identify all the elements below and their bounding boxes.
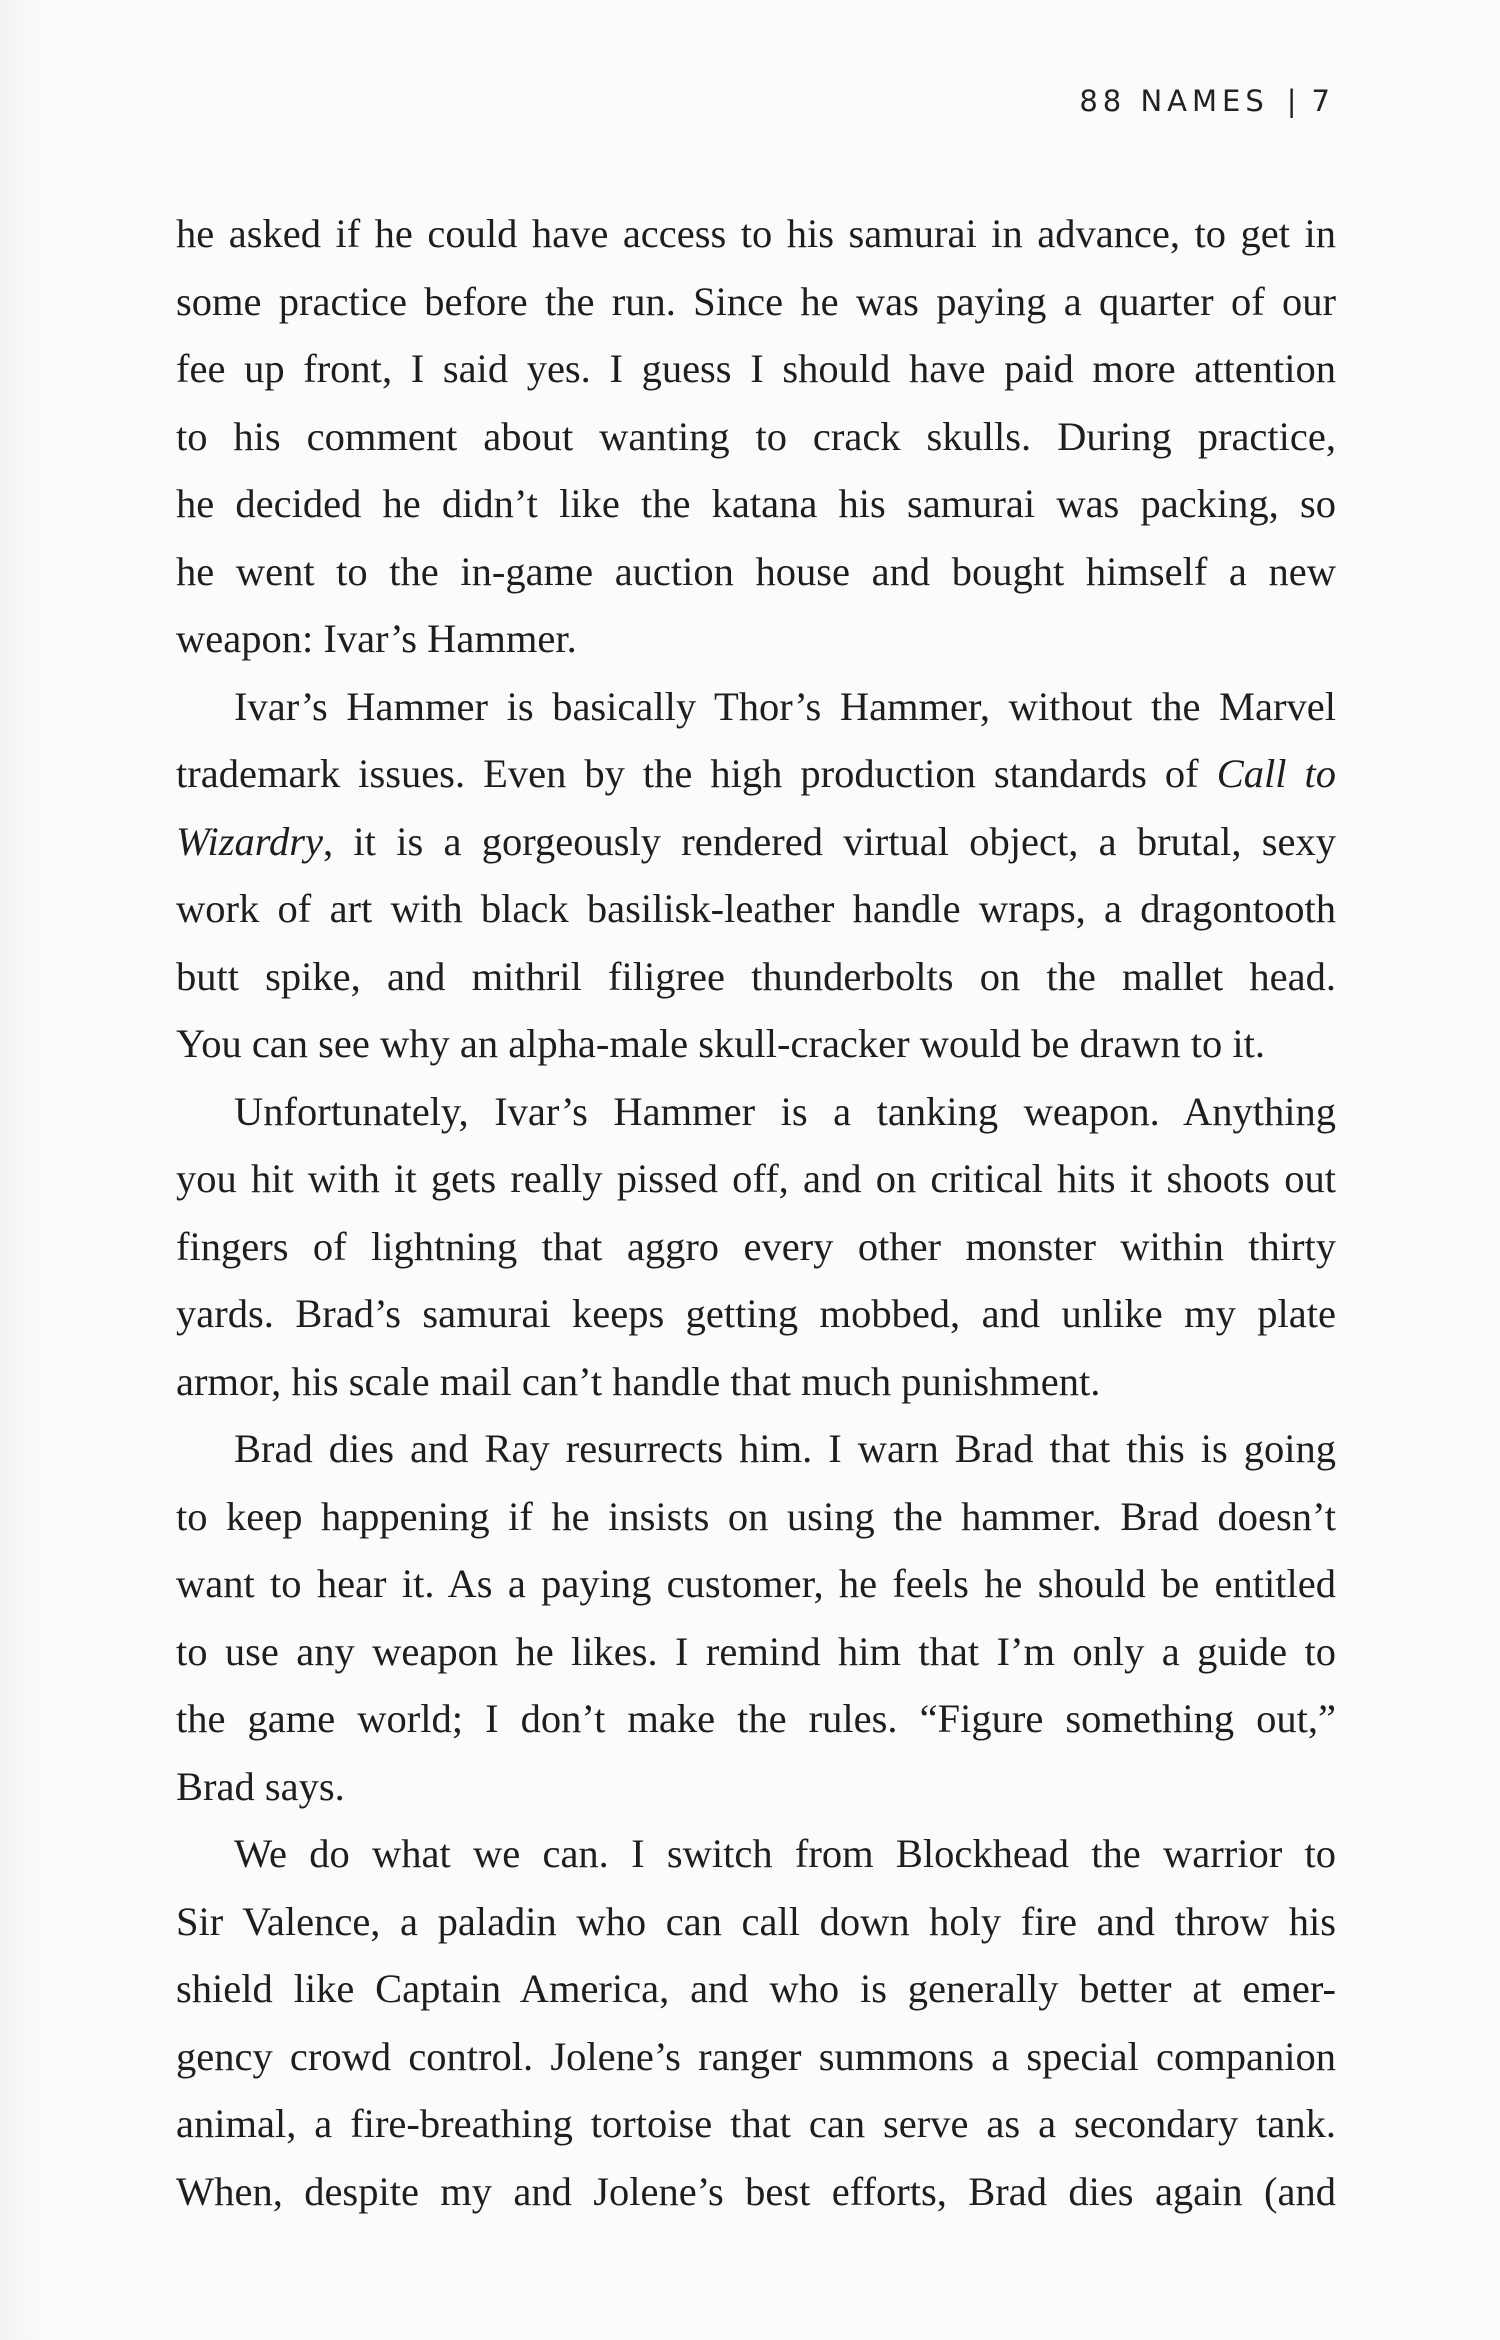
- text-line: animal, a fire-breathing tortoise that can serve as a secondary tank.: [176, 2101, 1336, 2146]
- text-line: fingers of lightning that aggro every other monster within thirty: [176, 1223, 1336, 1269]
- text-line: shield like Captain America, and who is generally better at emer-: [176, 1966, 1336, 2011]
- text-line: Ivar’s Hammer is basically Thor’s Hammer, without the Marvel: [234, 683, 1336, 729]
- text-line: to his comment about wanting to crack skulls. During practice,: [176, 413, 1336, 459]
- text-line: butt spike, and mithril filigree thunderbolts on the mallet head.: [176, 953, 1336, 999]
- text-line: When, despite my and Jolene’s best efforts, Brad dies again (and: [176, 2168, 1336, 2214]
- text-line: Brad says.: [176, 1763, 345, 1809]
- text-line: gency crowd control. Jolene’s ranger summons a special companion: [176, 2033, 1336, 2079]
- text-line: he went to the in-game auction house and bought himself a new: [176, 548, 1336, 594]
- text-line: to keep happening if he insists on using the hammer. Brad doesn’t: [176, 1493, 1336, 1539]
- text-line: the game world; I don’t make the rules. “Figure something out,”: [176, 1696, 1336, 1741]
- text-line: to use any weapon he likes. I remind him that I’m only a guide to: [176, 1628, 1336, 1674]
- text-line: he decided he didn’t like the katana his samurai was packing, so: [176, 481, 1336, 526]
- text-line: yards. Brad’s samurai keeps getting mobbed, and unlike my plate: [176, 1291, 1336, 1336]
- text-line: Sir Valence, a paladin who can call down holy fire and throw his: [176, 1898, 1336, 1944]
- text-line: Wizardry, it is a gorgeously rendered virtual object, a brutal, sexy: [176, 818, 1336, 864]
- text-line: We do what we can. I switch from Blockhead the warrior to: [234, 1831, 1336, 1876]
- running-head: [1079, 84, 1335, 118]
- text-line: want to hear it. As a paying customer, he feels he should be entitled: [176, 1561, 1336, 1606]
- text-line: work of art with black basilisk-leather handle wraps, a dragontooth: [176, 886, 1336, 931]
- text-line: fee up front, I said yes. I guess I should have paid more attention: [176, 346, 1336, 391]
- body-text: [176, 200, 1336, 2225]
- page-number: 7: [1311, 84, 1335, 118]
- text-line: weapon: Ivar’s Hammer.: [176, 616, 577, 661]
- text-line: you hit with it gets really pissed off, and on critical hits it shoots out: [176, 1156, 1336, 1201]
- text-line: trademark issues. Even by the high production standards of Call to: [176, 751, 1336, 796]
- text-line: Unfortunately, Ivar’s Hammer is a tanking weapon. Anything: [234, 1088, 1336, 1134]
- running-head-separator: |: [1286, 84, 1302, 118]
- text-line: armor, his scale mail can’t handle that much punishment.: [176, 1358, 1101, 1404]
- text-line: he asked if he could have access to his samurai in advance, to get in: [176, 211, 1336, 256]
- gutter-shadow: [0, 0, 40, 2340]
- text-line: You can see why an alpha-male skull-cracker would be drawn to it.: [176, 1021, 1266, 1066]
- text-line: some practice before the run. Since he was paying a quarter of our: [176, 278, 1336, 324]
- running-head-title: 88 NAMES: [1079, 84, 1269, 118]
- text-line: Brad dies and Ray resurrects him. I warn Brad that this is going: [234, 1426, 1336, 1471]
